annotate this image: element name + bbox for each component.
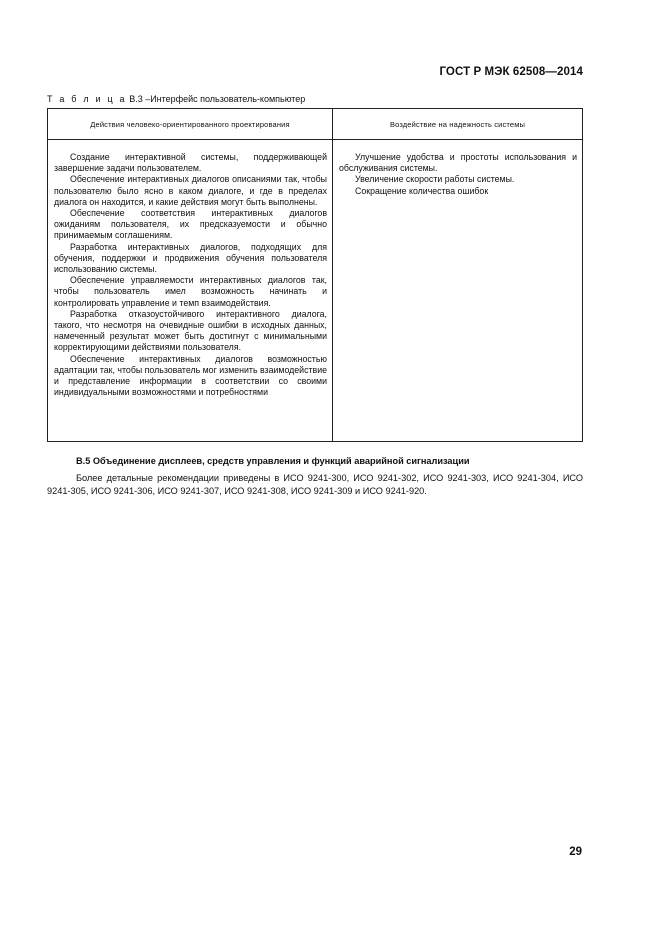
list-item: Улучшение удобства и простоты использования и обслуживания системы. bbox=[339, 152, 577, 174]
list-item: Сокращение количества ошибок bbox=[355, 185, 489, 196]
column-header-reliability-impact: Воздействие на надежность системы bbox=[333, 109, 583, 140]
list-item: Обеспечение управляемости интерактивных диалогов так, чтобы пользователь имел возможность начинать и контролировать управление и темп взаимодействия. bbox=[54, 275, 327, 308]
list-item: Обеспечение интерактивных диалогов возможностью адаптации так, чтобы пользователь мог изменить взаимодействие и представление информации в соответствии со своими индивидуальными возможностями и потребностями bbox=[54, 353, 327, 398]
page-number: 29 bbox=[569, 846, 582, 858]
table-cell-hcd-actions bbox=[48, 140, 333, 442]
table-caption-title: В.3 –Интерфейс пользователь-компьютер bbox=[126, 94, 306, 104]
table-row bbox=[48, 140, 583, 442]
list-item: Создание интерактивной системы, поддерживающей завершение задачи пользователем. bbox=[54, 152, 327, 174]
list-item: Разработка интерактивных диалогов, подходящих для обучения, поддержки и продвижения обучения пользователя использованию системы. bbox=[54, 241, 327, 275]
table-caption bbox=[47, 94, 305, 104]
column-header-hcd-actions: Действия человеко-ориентированного проектирования bbox=[48, 109, 333, 140]
section-title: В.5 Объединение дисплеев, средств управления и функций аварийной сигнализации bbox=[76, 456, 470, 466]
table-cell-reliability-impact bbox=[333, 140, 583, 442]
table-caption-prefix: Т а б л и ц а bbox=[47, 94, 127, 104]
section-body: Более детальные рекомендации приведены в ИСО 9241-300, ИСО 9241-302, ИСО 9241-303, ИСО 9241-304, ИСО 9241-305, ИСО 9241-306, ИСО 9241-307, ИСО 9241-308, ИСО 9241-309 и ИСО 9241-920. bbox=[47, 473, 583, 496]
list-item: Обеспечение соответствия интерактивных диалогов ожиданиям пользователя, их предсказуемости и обычно принимаемым соглашениям. bbox=[54, 208, 327, 241]
document-code: ГОСТ Р МЭК 62508—2014 bbox=[439, 66, 583, 78]
table-header-row bbox=[48, 109, 583, 140]
list-item: Обеспечение интерактивных диалогов описаниями так, чтобы пользователю было ясно в каком диалоге, и где в пределах диалога он находится, и какие действия могут быть выполнены. bbox=[54, 174, 327, 207]
interface-table bbox=[47, 108, 583, 442]
list-item: Увеличение скорости работы системы. bbox=[355, 174, 515, 185]
list-item: Разработка отказоустойчивого интерактивного диалога, такого, что несмотря на очевидные ошибки в исходных данных, намеченный результат может быть достигнут с минимальными корректирующими действиями пользователя. bbox=[54, 308, 327, 353]
